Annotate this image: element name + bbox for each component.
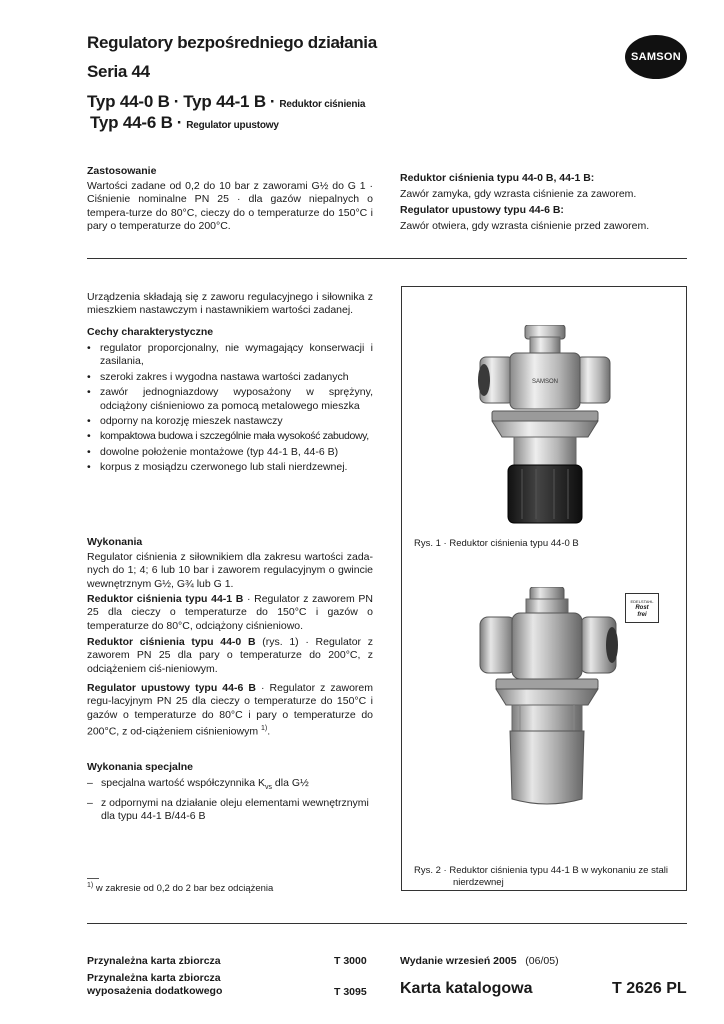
- application-text: Wartości zadane od 0,2 do 10 bar z zaworami G½ do G 1 · Ciśnienie nominalne PN 25 · dla gazów niepalnych o tempera-turze do 80°C, cieczy do o temperaturze do 150°C i pary o temperaturze do 200°C.: [87, 180, 373, 233]
- special-list: [87, 777, 377, 825]
- separator: ·: [176, 113, 183, 132]
- list-item: • regulator proporcjonalny, nie wymagający konserwacji i zasilania,: [87, 342, 373, 369]
- stainless-steel-stamp: [625, 593, 659, 623]
- footnote-mark: 1): [87, 882, 94, 889]
- footnote-text: w zakresie od 0,2 do 2 bar bez odciążenia: [93, 883, 274, 895]
- application-heading: Zastosowanie: [87, 165, 157, 177]
- figure-1-label: SAMSON: [531, 379, 559, 385]
- type-44-6b: Typ 44-6 B: [90, 113, 173, 132]
- type-44-1b: Typ 44-1 B: [183, 92, 266, 111]
- type-line-2-suffix: Regulator upustowy: [186, 120, 279, 131]
- versions-p4-bold: Regulator upustowy typu 44-6 B: [87, 682, 256, 694]
- list-item: – z odpornymi na działanie oleju elementami wewnętrznymi dla typu 44-1 B/44-6 B: [87, 797, 377, 824]
- versions-p4: [87, 682, 373, 739]
- footer-ref1-label: Przynależna karta zbiorcza: [87, 955, 221, 967]
- versions-p3-text: (rys. 1) · Regulator z zaworem PN 25 dla pary o temperaturze do 200°C, z odciążeniem ciś-nieniowym.: [87, 636, 373, 675]
- versions-p2-bold: Reduktor ciśnienia typu 44-1 B: [87, 593, 244, 605]
- list-item: • dowolne położenie montażowe (typ 44-1 B, 44-6 B): [87, 446, 373, 459]
- list-item: • kompaktowa budowa i szczególnie mała wysokość zabudowy,: [87, 430, 373, 443]
- special-item-1-sub: vs: [265, 784, 272, 792]
- figure-2-caption-line-2: nierdzewnej: [453, 877, 504, 888]
- type-line-2: [90, 113, 279, 133]
- reducer-heading: Reduktor ciśnienia typu 44-0 B, 44-1 B:: [400, 172, 595, 184]
- special-item-1-end: dla G½: [272, 777, 309, 789]
- features-heading: Cechy charakterystyczne: [87, 326, 214, 338]
- figure-1-image: [470, 325, 620, 525]
- intro-text: Urządzenia składają się z zaworu regulacyjnego i siłownika z mieszkiem nastawczym i nastawnikiem wartości zadanej.: [87, 291, 373, 317]
- samson-logo: SAMSON: [625, 35, 687, 79]
- versions-p2: [87, 593, 373, 633]
- special-item-1: specjalna wartość współczynnika K: [101, 777, 265, 789]
- list-item: [87, 777, 377, 795]
- edition: [400, 955, 559, 967]
- figure-box: [401, 286, 687, 891]
- footer-ref2-code: T 3095: [334, 986, 367, 998]
- stamp-top-text: EDELSTAHL: [630, 598, 654, 604]
- footnote-ref: 1): [261, 725, 268, 733]
- edition-code: (06/05): [525, 955, 559, 967]
- page-title: Regulatory bezpośredniego działania: [87, 33, 377, 52]
- footnote: [87, 882, 273, 894]
- versions-p1: Regulator ciśnienia z siłownikiem dla zakresu wartości zada-nych do 1; 4; 6 lub 10 bar i zaworem regulacyjnym o gwincie wewnętrznym G½, G¾ lub G 1.: [87, 551, 373, 590]
- footer-ref2-label-line-1: Przynależna karta zbiorcza: [87, 972, 221, 984]
- separator: ·: [269, 92, 276, 111]
- list-item: • szeroki zakres i wygodna nastawa wartości zadanych: [87, 371, 373, 384]
- versions-heading: Wykonania: [87, 536, 143, 548]
- stamp-mid-text: Rost: [635, 604, 649, 611]
- relief-text: Zawór otwiera, gdy wzrasta ciśnienie przed zaworem.: [400, 220, 650, 232]
- stamp-bot-text: frei: [637, 611, 647, 618]
- list-item: • odporny na korozję mieszek nastawczy: [87, 415, 373, 428]
- features-list: [87, 342, 373, 477]
- list-item: • korpus z mosiądzu czerwonego lub stali nierdzewnej.: [87, 461, 373, 474]
- relief-heading: Regulator upustowy typu 44-6 B:: [400, 204, 564, 216]
- type-line-1: [87, 92, 365, 112]
- footer-ref2-label: [87, 972, 222, 998]
- separator: ·: [173, 92, 180, 111]
- footer-ref1-code: T 3000: [334, 955, 367, 967]
- figure-1-caption: Rys. 1 · Reduktor ciśnienia typu 44-0 B: [414, 538, 579, 549]
- footer-ref2-label-line-2: wyposażenia dodatkowego: [87, 985, 223, 997]
- reducer-text: Zawór zamyka, gdy wzrasta ciśnienie za zaworem.: [400, 188, 637, 200]
- footnote-rule: [87, 878, 99, 879]
- special-heading: Wykonania specjalne: [87, 761, 194, 773]
- versions-p3: [87, 636, 373, 676]
- divider-top: [87, 258, 687, 259]
- edition-text: Wydanie wrzesień 2005: [400, 955, 517, 967]
- versions-p2-text: · Regulator z zaworem PN 25 dla cieczy o temperaturze do 150°C i gazów o temperaturze do 80°C, odciążony ciśnieniowo.: [87, 593, 373, 632]
- figure-2-caption-line-1: Rys. 2 · Reduktor ciśnienia typu 44-1 B w wykonaniu ze stali: [414, 865, 668, 876]
- figure-2-image: [472, 587, 622, 812]
- figure-2-caption: [414, 865, 668, 889]
- catalog-title: Karta katalogowa: [400, 980, 533, 997]
- versions-p3-bold: Reduktor ciśnienia typu 44-0 B: [87, 636, 256, 648]
- versions-p4-end: .: [267, 725, 271, 738]
- document-number: T 2626 PL: [612, 980, 687, 997]
- list-item: • zawór jednogniazdowy wyposażony w sprężyny, odciążony ciśnieniowo za pomocą metalowego mieszka: [87, 386, 373, 413]
- type-44-0b: Typ 44-0 B: [87, 92, 170, 111]
- versions-p4-text: · Regulator z zaworem regu-lacyjnym PN 25 dla cieczy o temperaturze do 150°C i gazów o temperaturze do 80°C i pary o temperaturze do 200°C, z od-ciążeniem ciśnieniowym: [87, 682, 373, 738]
- series-title: Seria 44: [87, 62, 150, 81]
- type-line-1-suffix: Reduktor ciśnienia: [279, 99, 366, 110]
- divider-bottom: [87, 923, 687, 924]
